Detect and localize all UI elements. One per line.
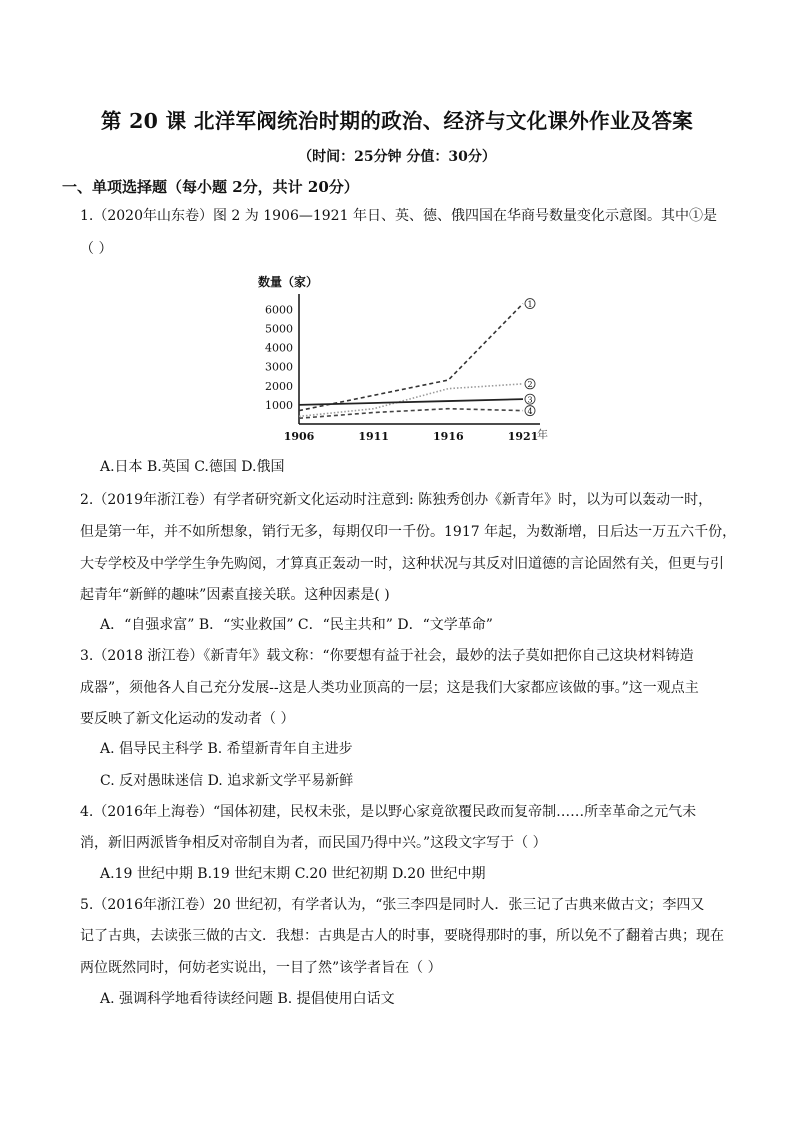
q2-options: A．“自强求富” B．“实业救国” C．“民主共和” D．“文学革命”: [100, 617, 493, 633]
q2-line-4: 起青年“新鲜的趣味”因素直接关联。这种因素是( ): [80, 587, 390, 603]
q5-options: A. 强调科学地看待读经问题 B. 提倡使用白话文: [100, 991, 395, 1007]
series-line: [299, 409, 523, 419]
q5-line-2: 记了古典，去读张三做的古文．我想：古典是古人的时事，要晓得那时的事，所以免不了翻着古典；现在: [80, 928, 724, 944]
y-tick-label: 3000: [265, 360, 293, 374]
y-tick-label: 6000: [265, 303, 293, 317]
q1-options: A.日本 B.英国 C.德国 D.俄国: [100, 459, 285, 475]
line-chart: [255, 272, 550, 447]
x-tick-label: 1921: [507, 430, 539, 443]
x-tick-label: 1916: [433, 430, 464, 443]
q4-line-1: 4.（2016年上海卷）“国体初建，民权未张，是以野心家竟欲覆民政而复帝制……所幸革命之元气未: [80, 804, 697, 820]
y-tick-label: 2000: [265, 379, 293, 393]
series-line: [299, 399, 523, 405]
q3-options-1: A. 倡导民主科学 B. 希望新青年自主进步: [100, 741, 353, 757]
q2-line-2: 但是第一年，并不如所想象，销行无多，每期仅印一千份。1917 年起，为数渐增，日后达一万五六千份，: [80, 524, 737, 540]
y-tick-label: 1000: [265, 398, 293, 412]
x-tick-label: 1911: [358, 430, 389, 443]
chart-ylabel: 数量（家）: [258, 275, 319, 289]
series-label: 1: [527, 299, 533, 309]
y-tick-label: 4000: [265, 341, 293, 355]
q4-line-2: 消，新旧两派皆争相反对帝制自为者，而民国乃得中兴。”这段文字写于（ ）: [80, 835, 547, 851]
q3-line-1: 3.（2018 浙江卷）《新青年》载文称：“你要想有益于社会，最妙的法子莫如把你自己这块材料铸造: [80, 648, 694, 664]
q3-line-3: 要反映了新文化运动的发动者（ ）: [80, 711, 295, 727]
series-label: 2: [527, 380, 533, 390]
q1-line-2: （ ）: [80, 241, 113, 257]
q1-line-1: 1.（2020年山东卷）图 2 为 1906—1921 年日、英、德、俄四国在华商号数量变化示意图。其中①是: [80, 208, 717, 224]
x-unit-label: 年: [537, 428, 548, 441]
x-tick-label: 1906: [283, 430, 315, 443]
q2-line-3: 大专学校及中学学生争先购阅，才算真正轰动一时，这种状况与其反对旧道德的言论固然有关，但更与引: [80, 556, 724, 572]
q3-line-2: 成器”，须他各人自己充分发展--这是人类功业顶高的一层；这是我们大家都应该做的事。”这一观点主: [80, 680, 699, 696]
q2-line-1: 2.（2019年浙江卷）有学者研究新文化运动时注意到: 陈独秀创办《新青年》时，以为可以轰动一时，: [80, 492, 713, 508]
q5-line-3: 两位既然同时，何妨老实说出，一目了然”该学者旨在（ ）: [80, 960, 442, 976]
q4-options: A.19 世纪中期 B.19 世纪末期 C.20 世纪初期 D.20 世纪中期: [100, 866, 486, 882]
q3-options-2: C. 反对愚昧迷信 D. 追求新文学平易新鲜: [100, 773, 354, 789]
page-subtitle: （时间：25分钟 分值：30分）: [298, 149, 496, 165]
q5-line-1: 5.（2016年浙江卷）20 世纪初，有学者认为，“张三李四是同时人．张三记了古典来做古文；李四又: [80, 897, 705, 913]
section-heading: 一、单项选择题（每小题 2分，共计 20分）: [62, 178, 359, 196]
series-label: 4: [527, 406, 533, 416]
page-title: 第 20 课 北洋军阀统治时期的政治、经济与文化课外作业及答案: [100, 109, 694, 133]
y-tick-label: 5000: [265, 322, 293, 336]
series-line: [299, 304, 523, 411]
series-label: 3: [527, 395, 533, 405]
